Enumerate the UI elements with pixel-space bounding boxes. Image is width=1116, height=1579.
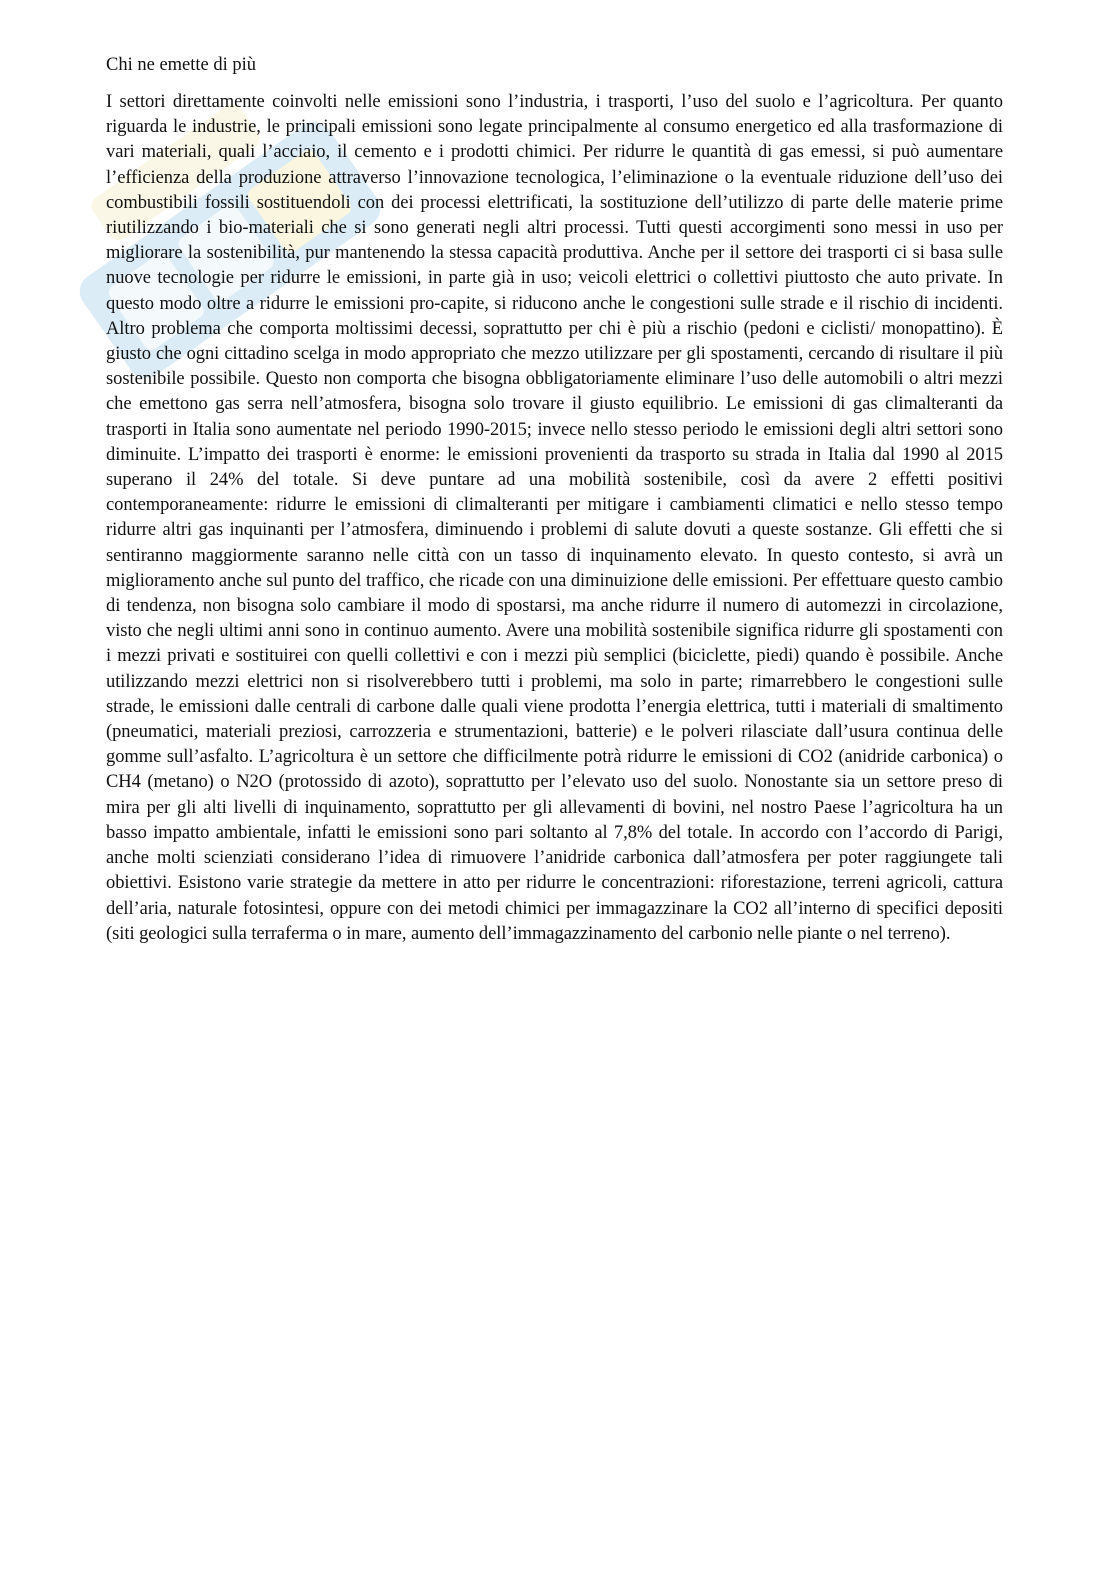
- document-body: I settori direttamente coinvolti nelle emissioni sono l’industria, i trasporti, l’uso del suolo e l’agricoltura. Per quanto riguarda le industrie, le principali emissioni sono legate principalmente al consumo energetico ed alla trasformazione di vari materiali, quali l’acciaio, il cemento e i prodotti chimici. Per ridurre le quantità di gas emessi, si può aumentare l’efficienza della produzione attraverso l’innovazione tecnologica, l’eliminazione o la eventuale riduzione dell’uso dei combustibili fossili sostituendoli con dei processi elettrificati, la sostituzione dell’utilizzo di parte delle materie prime riutilizzando i bio-materiali che si sono generati negli altri processi. Tutti questi accorgimenti sono messi in uso per migliorare la sostenibilità, pur mantenendo la stessa capacità produttiva. Anche per il settore dei trasporti ci si basa sulle nuove tecnologie per ridurre le emissioni, in parte già in uso; veicoli elettrici o collettivi piuttosto che auto private. In questo modo oltre a ridurre le emissioni pro-capite, si riducono anche le congestioni sulle strade e il rischio di incidenti. Altro problema che comporta moltissimi decessi, soprattutto per chi è più a rischio (pedoni e ciclisti/ monopattino). È giusto che ogni cittadino scelga in modo appropriato che mezzo utilizzare per gli spostamenti, cercando di risultare il più sostenibile possibile. Questo non comporta che bisogna obbligatoriamente eliminare l’uso delle automobili o altri mezzi che emettono gas serra nell’atmosfera, bisogna solo trovare il giusto equilibrio. Le emissioni di gas climalteranti da trasporti in Italia sono aumentate nel periodo 1990-2015; invece nello stesso periodo le emissioni degli altri settori sono diminuite. L’impatto dei trasporti è enorme: le emissioni provenienti da trasporto su strada in Italia dal 1990 al 2015 superano il 24% del totale. Si deve puntare ad una mobilità sostenibile, così da avere 2 effetti positivi contemporaneamente: ridurre le emissioni di climalteranti per mitigare i cambiamenti climatici e nello stesso tempo ridurre altri gas inquinanti per l’atmosfera, diminuendo i problemi di salute dovuti a queste sostanze. Gli effetti che si sentiranno maggiormente saranno nelle città con un tasso di inquinamento elevato. In questo contesto, si avrà un miglioramento anche sul punto del traffico, che ricade con una diminuizione delle emissioni. Per effettuare questo cambio di tendenza, non bisogna solo cambiare il modo di spostarsi, ma anche ridurre il numero di automezzi in circolazione, visto che negli ultimi anni sono in continuo aumento. Avere una mobilità sostenibile significa ridurre gli spostamenti con i mezzi privati e sostituirei con quelli collettivi e con i mezzi più semplici (biciclette, piedi) quando è possibile. Anche utilizzando mezzi elettrici non si risolverebbero tutti i problemi, ma solo in parte; rimarrebbero le congestioni sulle strade, le emissioni dalle centrali di carbone dalle quali viene prodotta l’energia elettrica, tutti i materiali di smaltimento (pneumatici, materiali preziosi, carrozzeria e strumentazioni, batterie) e le polveri rilasciate dall’usura continua delle gomme sull’asfalto. L’agricoltura è un settore che difficilmente potrà ridurre le emissioni di CO2 (anidride carbonica) o CH4 (metano) o N2O (protossido di azoto), soprattutto per l’elevato uso del suolo. Nonostante sia un settore preso di mira per gli alti livelli di inquinamento, soprattutto per gli allevamenti di bovini, nel nostro Paese l’agricoltura ha un basso impatto ambientale, infatti le emissioni sono pari soltanto al 7,8% del totale. In accordo con l’accordo di Parigi, anche molti scienziati considerano l’idea di rimuovere l’anidride carbonica dall’atmosfera per poter raggiungete tali obiettivi. Esistono varie strategie da mettere in atto per ridurre le concentrazioni: riforestazione, terreni agricoli, cattura dell’aria, naturale fotosintesi, oppure con dei metodi chimici per immagazzinare la CO2 all’interno di specifici depositi (siti geologici sulla terraferma o in mare, aumento dell’immagazzinamento del carbonio nelle piante o nel terreno).: [106, 92, 1003, 944]
- document-title: Chi ne emette di più: [106, 55, 257, 75]
- document-content: [106, 52, 1003, 947]
